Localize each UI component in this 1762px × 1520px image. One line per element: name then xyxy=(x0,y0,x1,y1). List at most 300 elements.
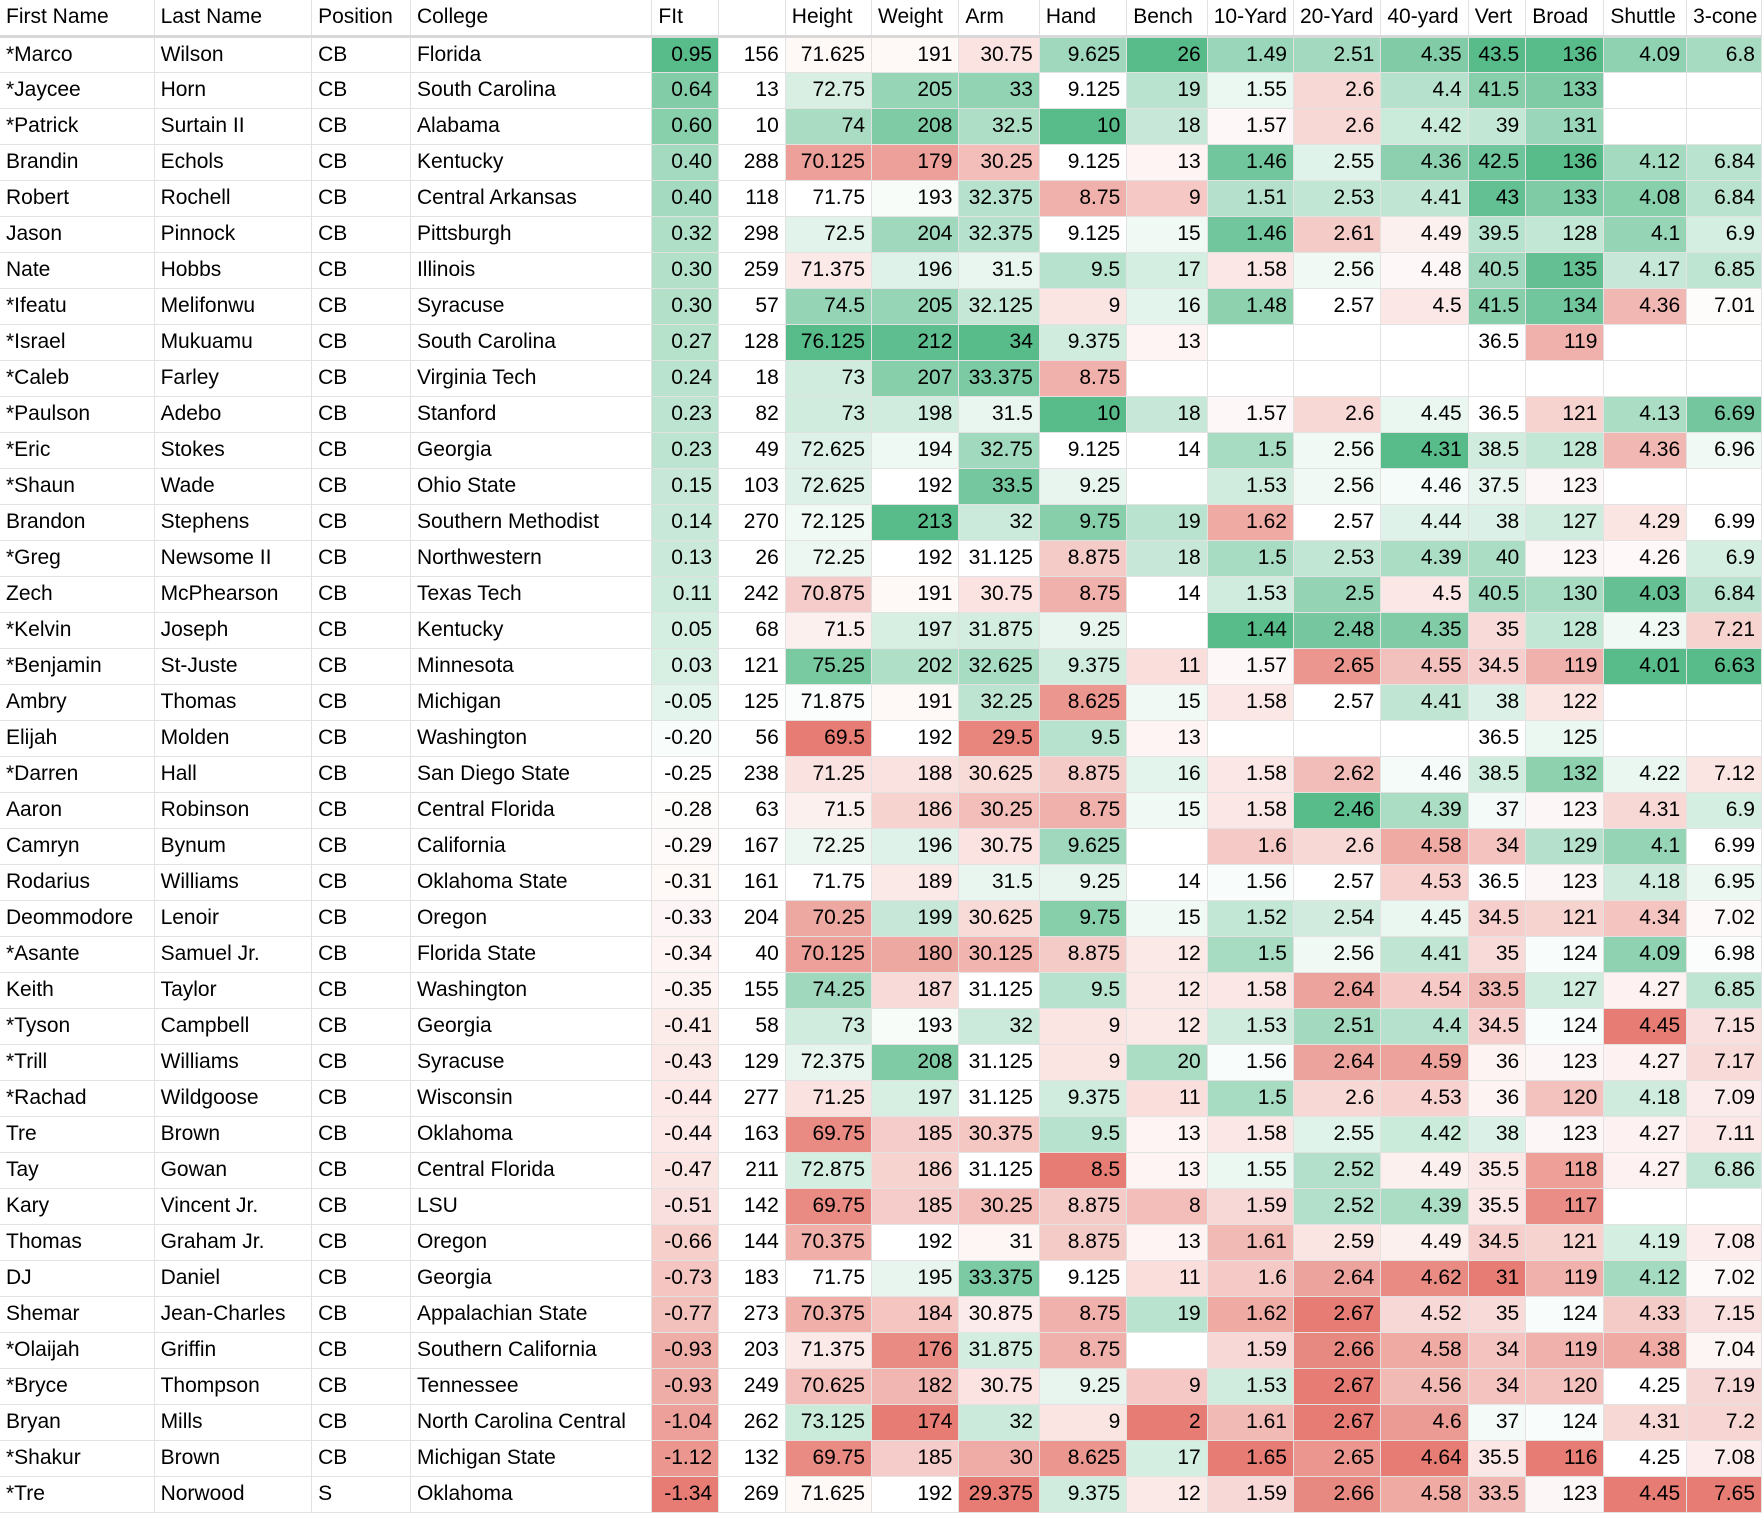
table-cell[interactable]: 71.875 xyxy=(785,684,871,720)
table-cell[interactable] xyxy=(1604,684,1687,720)
table-cell[interactable]: 1.51 xyxy=(1207,180,1293,216)
table-cell[interactable]: 129 xyxy=(1526,828,1604,864)
table-cell[interactable]: CB xyxy=(312,1224,411,1260)
table-cell[interactable]: 32.125 xyxy=(959,288,1039,324)
table-cell[interactable]: Melifonwu xyxy=(154,288,312,324)
table-cell[interactable]: *Asante xyxy=(0,936,154,972)
table-cell[interactable]: 31.5 xyxy=(959,864,1039,900)
table-cell[interactable]: -0.44 xyxy=(652,1116,719,1152)
table-cell[interactable]: 1.62 xyxy=(1207,504,1293,540)
column-header[interactable]: Weight xyxy=(872,0,959,36)
table-cell[interactable]: 4.23 xyxy=(1604,612,1687,648)
table-cell[interactable]: 33 xyxy=(959,72,1039,108)
table-cell[interactable]: 103 xyxy=(719,468,786,504)
table-cell[interactable]: Echols xyxy=(154,144,312,180)
table-cell[interactable]: 72.5 xyxy=(785,216,871,252)
table-cell[interactable] xyxy=(1526,360,1604,396)
table-cell[interactable]: 1.56 xyxy=(1207,864,1293,900)
table-cell[interactable]: 1.55 xyxy=(1207,72,1293,108)
table-cell[interactable]: 2.48 xyxy=(1293,612,1380,648)
column-header[interactable]: Broad xyxy=(1526,0,1604,36)
table-cell[interactable]: 4.22 xyxy=(1604,756,1687,792)
table-cell[interactable]: 2.59 xyxy=(1293,1224,1380,1260)
table-cell[interactable]: *Jaycee xyxy=(0,72,154,108)
table-cell[interactable]: 73.125 xyxy=(785,1404,871,1440)
table-cell[interactable]: 0.11 xyxy=(652,576,719,612)
table-cell[interactable]: Illinois xyxy=(410,252,651,288)
table-cell[interactable]: Minnesota xyxy=(410,648,651,684)
table-cell[interactable]: 9.25 xyxy=(1039,864,1126,900)
table-cell[interactable]: 68 xyxy=(719,612,786,648)
table-cell[interactable]: 188 xyxy=(872,756,959,792)
table-cell[interactable]: 38.5 xyxy=(1468,432,1525,468)
table-cell[interactable]: 4.4 xyxy=(1381,72,1468,108)
table-cell[interactable]: Horn xyxy=(154,72,312,108)
table-cell[interactable]: 2.55 xyxy=(1293,144,1380,180)
table-cell[interactable]: CB xyxy=(312,1116,411,1152)
table-cell[interactable] xyxy=(1127,828,1207,864)
table-cell[interactable] xyxy=(1207,324,1293,360)
table-cell[interactable]: 33.375 xyxy=(959,360,1039,396)
table-cell[interactable]: 9.625 xyxy=(1039,36,1126,72)
table-cell[interactable]: 183 xyxy=(719,1260,786,1296)
table-cell[interactable]: Mukuamu xyxy=(154,324,312,360)
table-cell[interactable]: 2.46 xyxy=(1293,792,1380,828)
table-cell[interactable]: 38 xyxy=(1468,1116,1525,1152)
table-cell[interactable]: Central Florida xyxy=(410,1152,651,1188)
table-cell[interactable]: 4.49 xyxy=(1381,216,1468,252)
table-cell[interactable]: 72.625 xyxy=(785,468,871,504)
table-cell[interactable]: Oklahoma xyxy=(410,1116,651,1152)
table-cell[interactable]: 1.58 xyxy=(1207,684,1293,720)
table-cell[interactable]: Virginia Tech xyxy=(410,360,651,396)
table-cell[interactable]: 6.96 xyxy=(1687,432,1762,468)
table-cell[interactable]: 4.36 xyxy=(1604,432,1687,468)
table-cell[interactable]: 71.75 xyxy=(785,864,871,900)
table-cell[interactable]: Brown xyxy=(154,1116,312,1152)
table-cell[interactable]: 8.875 xyxy=(1039,540,1126,576)
table-cell[interactable]: Michigan xyxy=(410,684,651,720)
table-cell[interactable]: 7.08 xyxy=(1687,1440,1762,1476)
table-cell[interactable]: Hall xyxy=(154,756,312,792)
table-cell[interactable]: 249 xyxy=(719,1368,786,1404)
table-cell[interactable]: 2.6 xyxy=(1293,828,1380,864)
table-cell[interactable]: 33.5 xyxy=(1468,1476,1525,1512)
table-cell[interactable]: *Tyson xyxy=(0,1008,154,1044)
table-cell[interactable]: 13 xyxy=(719,72,786,108)
table-cell[interactable]: 269 xyxy=(719,1476,786,1512)
table-cell[interactable]: 4.29 xyxy=(1604,504,1687,540)
table-cell[interactable]: 32.75 xyxy=(959,432,1039,468)
table-cell[interactable]: 12 xyxy=(1127,1476,1207,1512)
table-cell[interactable]: Wildgoose xyxy=(154,1080,312,1116)
table-cell[interactable]: 7.15 xyxy=(1687,1296,1762,1332)
table-cell[interactable]: 186 xyxy=(872,1152,959,1188)
table-cell[interactable]: 36.5 xyxy=(1468,396,1525,432)
table-cell[interactable]: 116 xyxy=(1526,1440,1604,1476)
table-cell[interactable]: *Benjamin xyxy=(0,648,154,684)
table-cell[interactable]: CB xyxy=(312,144,411,180)
table-cell[interactable]: Syracuse xyxy=(410,288,651,324)
table-cell[interactable]: Thomas xyxy=(0,1224,154,1260)
table-cell[interactable]: 131 xyxy=(1526,108,1604,144)
table-cell[interactable]: 4.6 xyxy=(1381,1404,1468,1440)
table-cell[interactable]: CB xyxy=(312,684,411,720)
table-cell[interactable]: Kentucky xyxy=(410,144,651,180)
table-cell[interactable]: 43.5 xyxy=(1468,36,1525,72)
table-cell[interactable]: CB xyxy=(312,1404,411,1440)
column-header[interactable]: Position xyxy=(312,0,411,36)
table-cell[interactable]: 1.48 xyxy=(1207,288,1293,324)
table-cell[interactable]: 40.5 xyxy=(1468,576,1525,612)
table-cell[interactable]: 184 xyxy=(872,1296,959,1332)
table-cell[interactable] xyxy=(1604,72,1687,108)
table-cell[interactable]: 1.58 xyxy=(1207,756,1293,792)
table-cell[interactable]: 288 xyxy=(719,144,786,180)
table-cell[interactable]: 9.375 xyxy=(1039,324,1126,360)
column-header[interactable] xyxy=(719,0,786,36)
table-cell[interactable]: 4.39 xyxy=(1381,540,1468,576)
table-cell[interactable]: 193 xyxy=(872,180,959,216)
table-cell[interactable]: Camryn xyxy=(0,828,154,864)
table-cell[interactable]: 2 xyxy=(1127,1404,1207,1440)
table-cell[interactable]: -0.66 xyxy=(652,1224,719,1260)
table-cell[interactable]: 4.03 xyxy=(1604,576,1687,612)
table-cell[interactable]: 124 xyxy=(1526,936,1604,972)
table-cell[interactable]: 8.625 xyxy=(1039,684,1126,720)
table-cell[interactable]: 9.125 xyxy=(1039,144,1126,180)
table-cell[interactable]: 123 xyxy=(1526,468,1604,504)
table-cell[interactable]: 74 xyxy=(785,108,871,144)
table-cell[interactable]: 1.49 xyxy=(1207,36,1293,72)
table-cell[interactable]: 123 xyxy=(1526,864,1604,900)
table-cell[interactable]: 130 xyxy=(1526,576,1604,612)
table-cell[interactable]: CB xyxy=(312,1008,411,1044)
table-cell[interactable]: 0.03 xyxy=(652,648,719,684)
table-cell[interactable]: 6.95 xyxy=(1687,864,1762,900)
table-cell[interactable]: South Carolina xyxy=(410,72,651,108)
table-cell[interactable]: 74.25 xyxy=(785,972,871,1008)
table-cell[interactable]: 1.55 xyxy=(1207,1152,1293,1188)
table-cell[interactable]: 4.17 xyxy=(1604,252,1687,288)
table-cell[interactable]: Ohio State xyxy=(410,468,651,504)
table-cell[interactable]: CB xyxy=(312,432,411,468)
table-cell[interactable]: 38.5 xyxy=(1468,756,1525,792)
table-cell[interactable]: 35.5 xyxy=(1468,1152,1525,1188)
table-cell[interactable]: 70.125 xyxy=(785,144,871,180)
table-cell[interactable]: 2.61 xyxy=(1293,216,1380,252)
table-cell[interactable]: 73 xyxy=(785,360,871,396)
table-cell[interactable]: 76.125 xyxy=(785,324,871,360)
table-cell[interactable]: Stanford xyxy=(410,396,651,432)
table-cell[interactable]: 0.32 xyxy=(652,216,719,252)
table-cell[interactable] xyxy=(1604,324,1687,360)
table-cell[interactable]: 174 xyxy=(872,1404,959,1440)
table-cell[interactable]: 4.13 xyxy=(1604,396,1687,432)
table-cell[interactable]: 34.5 xyxy=(1468,648,1525,684)
table-cell[interactable]: 9.5 xyxy=(1039,1116,1126,1152)
table-cell[interactable]: 8.875 xyxy=(1039,1224,1126,1260)
table-cell[interactable]: 2.56 xyxy=(1293,252,1380,288)
table-cell[interactable]: 196 xyxy=(872,252,959,288)
table-cell[interactable]: 4.5 xyxy=(1381,288,1468,324)
table-cell[interactable]: 123 xyxy=(1526,792,1604,828)
table-cell[interactable]: 7.09 xyxy=(1687,1080,1762,1116)
table-cell[interactable]: 2.67 xyxy=(1293,1296,1380,1332)
table-cell[interactable]: 4.52 xyxy=(1381,1296,1468,1332)
table-cell[interactable]: 176 xyxy=(872,1332,959,1368)
table-cell[interactable]: 182 xyxy=(872,1368,959,1404)
table-cell[interactable]: 31.125 xyxy=(959,1152,1039,1188)
table-cell[interactable]: Wade xyxy=(154,468,312,504)
table-cell[interactable]: 8.5 xyxy=(1039,1152,1126,1188)
table-cell[interactable]: 39 xyxy=(1468,108,1525,144)
table-cell[interactable]: 203 xyxy=(719,1332,786,1368)
table-cell[interactable]: Adebo xyxy=(154,396,312,432)
table-cell[interactable]: 4.62 xyxy=(1381,1260,1468,1296)
table-cell[interactable]: 4.59 xyxy=(1381,1044,1468,1080)
table-cell[interactable]: Elijah xyxy=(0,720,154,756)
table-cell[interactable]: 31.875 xyxy=(959,612,1039,648)
table-cell[interactable]: 36.5 xyxy=(1468,864,1525,900)
table-cell[interactable]: *Kelvin xyxy=(0,612,154,648)
table-cell[interactable]: Michigan State xyxy=(410,1440,651,1476)
table-cell[interactable]: 2.52 xyxy=(1293,1152,1380,1188)
table-cell[interactable]: Tre xyxy=(0,1116,154,1152)
table-cell[interactable]: 1.61 xyxy=(1207,1404,1293,1440)
table-cell[interactable]: 75.25 xyxy=(785,648,871,684)
table-cell[interactable]: -0.77 xyxy=(652,1296,719,1332)
table-cell[interactable]: Samuel Jr. xyxy=(154,936,312,972)
table-cell[interactable]: Shemar xyxy=(0,1296,154,1332)
table-cell[interactable]: 30.25 xyxy=(959,144,1039,180)
table-cell[interactable]: 2.64 xyxy=(1293,972,1380,1008)
table-cell[interactable]: 123 xyxy=(1526,540,1604,576)
table-cell[interactable]: 71.625 xyxy=(785,1476,871,1512)
column-header[interactable]: Shuttle xyxy=(1604,0,1687,36)
table-cell[interactable]: 4.49 xyxy=(1381,1152,1468,1188)
column-header[interactable]: College xyxy=(410,0,651,36)
table-cell[interactable]: 4.42 xyxy=(1381,108,1468,144)
table-cell[interactable]: 6.8 xyxy=(1687,36,1762,72)
table-cell[interactable]: 179 xyxy=(872,144,959,180)
table-cell[interactable]: CB xyxy=(312,396,411,432)
table-cell[interactable]: 4.45 xyxy=(1381,900,1468,936)
table-cell[interactable]: 2.6 xyxy=(1293,396,1380,432)
table-cell[interactable]: 0.15 xyxy=(652,468,719,504)
table-cell[interactable]: -0.43 xyxy=(652,1044,719,1080)
table-cell[interactable]: Florida xyxy=(410,36,651,72)
table-cell[interactable]: 205 xyxy=(872,72,959,108)
table-cell[interactable]: 123 xyxy=(1526,1476,1604,1512)
table-cell[interactable]: 4.44 xyxy=(1381,504,1468,540)
table-cell[interactable]: 0.30 xyxy=(652,252,719,288)
table-cell[interactable]: 4.55 xyxy=(1381,648,1468,684)
table-cell[interactable]: 161 xyxy=(719,864,786,900)
table-cell[interactable]: CB xyxy=(312,900,411,936)
table-cell[interactable]: 8.625 xyxy=(1039,1440,1126,1476)
table-cell[interactable]: 127 xyxy=(1526,504,1604,540)
table-cell[interactable]: -0.33 xyxy=(652,900,719,936)
table-cell[interactable]: 124 xyxy=(1526,1296,1604,1332)
table-cell[interactable]: 32.375 xyxy=(959,216,1039,252)
table-cell[interactable]: 30.625 xyxy=(959,900,1039,936)
table-cell[interactable]: 13 xyxy=(1127,1152,1207,1188)
table-cell[interactable]: 4.31 xyxy=(1604,1404,1687,1440)
table-cell[interactable]: 4.35 xyxy=(1381,36,1468,72)
table-cell[interactable]: 9 xyxy=(1039,1008,1126,1044)
table-cell[interactable]: 37 xyxy=(1468,792,1525,828)
table-cell[interactable]: 2.52 xyxy=(1293,1188,1380,1224)
table-cell[interactable]: 1.59 xyxy=(1207,1188,1293,1224)
table-cell[interactable]: 135 xyxy=(1526,252,1604,288)
table-cell[interactable]: 30 xyxy=(959,1440,1039,1476)
table-cell[interactable]: 125 xyxy=(719,684,786,720)
table-cell[interactable]: 35 xyxy=(1468,936,1525,972)
table-cell[interactable]: 205 xyxy=(872,288,959,324)
table-cell[interactable]: 35 xyxy=(1468,1296,1525,1332)
table-cell[interactable]: 197 xyxy=(872,1080,959,1116)
table-cell[interactable]: -0.93 xyxy=(652,1332,719,1368)
table-cell[interactable]: Vincent Jr. xyxy=(154,1188,312,1224)
table-cell[interactable]: 8.875 xyxy=(1039,756,1126,792)
table-cell[interactable]: 4.41 xyxy=(1381,684,1468,720)
table-cell[interactable]: 71.25 xyxy=(785,1080,871,1116)
table-cell[interactable]: 13 xyxy=(1127,1116,1207,1152)
table-cell[interactable]: Zech xyxy=(0,576,154,612)
table-cell[interactable] xyxy=(1127,1332,1207,1368)
table-cell[interactable]: 144 xyxy=(719,1224,786,1260)
table-cell[interactable]: 194 xyxy=(872,432,959,468)
table-cell[interactable]: *Shakur xyxy=(0,1440,154,1476)
table-cell[interactable]: 34 xyxy=(1468,1332,1525,1368)
table-cell[interactable]: 180 xyxy=(872,936,959,972)
table-cell[interactable]: CB xyxy=(312,360,411,396)
table-cell[interactable]: 7.65 xyxy=(1687,1476,1762,1512)
table-cell[interactable]: 31.125 xyxy=(959,1044,1039,1080)
column-header[interactable]: First Name xyxy=(0,0,154,36)
table-cell[interactable]: 72.125 xyxy=(785,504,871,540)
table-cell[interactable]: CB xyxy=(312,468,411,504)
table-cell[interactable]: 30.375 xyxy=(959,1116,1039,1152)
table-cell[interactable]: 2.55 xyxy=(1293,1116,1380,1152)
table-cell[interactable]: 31.125 xyxy=(959,540,1039,576)
table-cell[interactable]: 7.17 xyxy=(1687,1044,1762,1080)
table-cell[interactable]: 36.5 xyxy=(1468,324,1525,360)
table-cell[interactable]: 30.75 xyxy=(959,36,1039,72)
table-cell[interactable]: 32.5 xyxy=(959,108,1039,144)
table-cell[interactable]: 118 xyxy=(719,180,786,216)
table-cell[interactable]: 156 xyxy=(719,36,786,72)
table-cell[interactable] xyxy=(1293,324,1380,360)
table-cell[interactable]: 4.46 xyxy=(1381,756,1468,792)
table-cell[interactable]: 187 xyxy=(872,972,959,1008)
table-cell[interactable]: 11 xyxy=(1127,1260,1207,1296)
table-cell[interactable] xyxy=(1687,468,1762,504)
table-cell[interactable]: CB xyxy=(312,720,411,756)
table-cell[interactable]: Graham Jr. xyxy=(154,1224,312,1260)
table-cell[interactable]: 32 xyxy=(959,1404,1039,1440)
table-cell[interactable]: -0.28 xyxy=(652,792,719,828)
table-cell[interactable]: 4.56 xyxy=(1381,1368,1468,1404)
table-cell[interactable]: 1.52 xyxy=(1207,900,1293,936)
table-cell[interactable]: 4.01 xyxy=(1604,648,1687,684)
table-cell[interactable]: 4.36 xyxy=(1381,144,1468,180)
table-cell[interactable]: 32.25 xyxy=(959,684,1039,720)
table-cell[interactable]: 4.49 xyxy=(1381,1224,1468,1260)
table-cell[interactable]: 7.04 xyxy=(1687,1332,1762,1368)
table-cell[interactable]: 8.875 xyxy=(1039,1188,1126,1224)
table-cell[interactable]: 117 xyxy=(1526,1188,1604,1224)
table-cell[interactable]: 298 xyxy=(719,216,786,252)
table-cell[interactable]: 6.86 xyxy=(1687,1152,1762,1188)
column-header[interactable]: FIt xyxy=(652,0,719,36)
table-cell[interactable]: 197 xyxy=(872,612,959,648)
table-cell[interactable]: -0.44 xyxy=(652,1080,719,1116)
table-cell[interactable]: 72.25 xyxy=(785,540,871,576)
table-cell[interactable]: *Trill xyxy=(0,1044,154,1080)
table-cell[interactable]: 7.02 xyxy=(1687,1260,1762,1296)
table-cell[interactable]: CB xyxy=(312,972,411,1008)
table-cell[interactable]: 4.19 xyxy=(1604,1224,1687,1260)
table-cell[interactable]: 38 xyxy=(1468,504,1525,540)
table-cell[interactable]: 191 xyxy=(872,576,959,612)
table-cell[interactable]: 186 xyxy=(872,792,959,828)
table-cell[interactable]: Oregon xyxy=(410,1224,651,1260)
table-cell[interactable]: 123 xyxy=(1526,1044,1604,1080)
table-cell[interactable]: Georgia xyxy=(410,1260,651,1296)
table-cell[interactable]: Northwestern xyxy=(410,540,651,576)
table-cell[interactable]: 70.25 xyxy=(785,900,871,936)
table-cell[interactable]: 2.67 xyxy=(1293,1368,1380,1404)
table-cell[interactable]: Lenoir xyxy=(154,900,312,936)
table-cell[interactable]: 71.5 xyxy=(785,792,871,828)
table-cell[interactable]: 70.625 xyxy=(785,1368,871,1404)
table-cell[interactable]: 7.08 xyxy=(1687,1224,1762,1260)
table-cell[interactable]: 6.63 xyxy=(1687,648,1762,684)
table-cell[interactable]: 119 xyxy=(1526,1332,1604,1368)
table-cell[interactable]: Syracuse xyxy=(410,1044,651,1080)
table-cell[interactable]: Bynum xyxy=(154,828,312,864)
table-cell[interactable]: Jason xyxy=(0,216,154,252)
table-cell[interactable]: 35.5 xyxy=(1468,1188,1525,1224)
table-cell[interactable]: 7.21 xyxy=(1687,612,1762,648)
table-cell[interactable]: Southern California xyxy=(410,1332,651,1368)
table-cell[interactable]: Keith xyxy=(0,972,154,1008)
table-cell[interactable]: 14 xyxy=(1127,432,1207,468)
table-cell[interactable]: Rodarius xyxy=(0,864,154,900)
table-cell[interactable]: 199 xyxy=(872,900,959,936)
table-cell[interactable]: 30.125 xyxy=(959,936,1039,972)
table-cell[interactable]: 72.25 xyxy=(785,828,871,864)
table-cell[interactable]: 4.42 xyxy=(1381,1116,1468,1152)
table-cell[interactable]: 71.75 xyxy=(785,1260,871,1296)
table-cell[interactable]: 7.12 xyxy=(1687,756,1762,792)
table-cell[interactable] xyxy=(1207,360,1293,396)
table-cell[interactable]: 185 xyxy=(872,1440,959,1476)
table-cell[interactable]: 30.75 xyxy=(959,576,1039,612)
table-cell[interactable]: 208 xyxy=(872,1044,959,1080)
table-cell[interactable]: 70.375 xyxy=(785,1296,871,1332)
table-cell[interactable]: -1.04 xyxy=(652,1404,719,1440)
table-cell[interactable]: 30.625 xyxy=(959,756,1039,792)
table-cell[interactable] xyxy=(1687,684,1762,720)
table-cell[interactable]: Taylor xyxy=(154,972,312,1008)
table-cell[interactable]: 57 xyxy=(719,288,786,324)
table-cell[interactable]: 1.58 xyxy=(1207,972,1293,1008)
table-cell[interactable]: 270 xyxy=(719,504,786,540)
column-header[interactable]: 3-cone xyxy=(1687,0,1762,36)
